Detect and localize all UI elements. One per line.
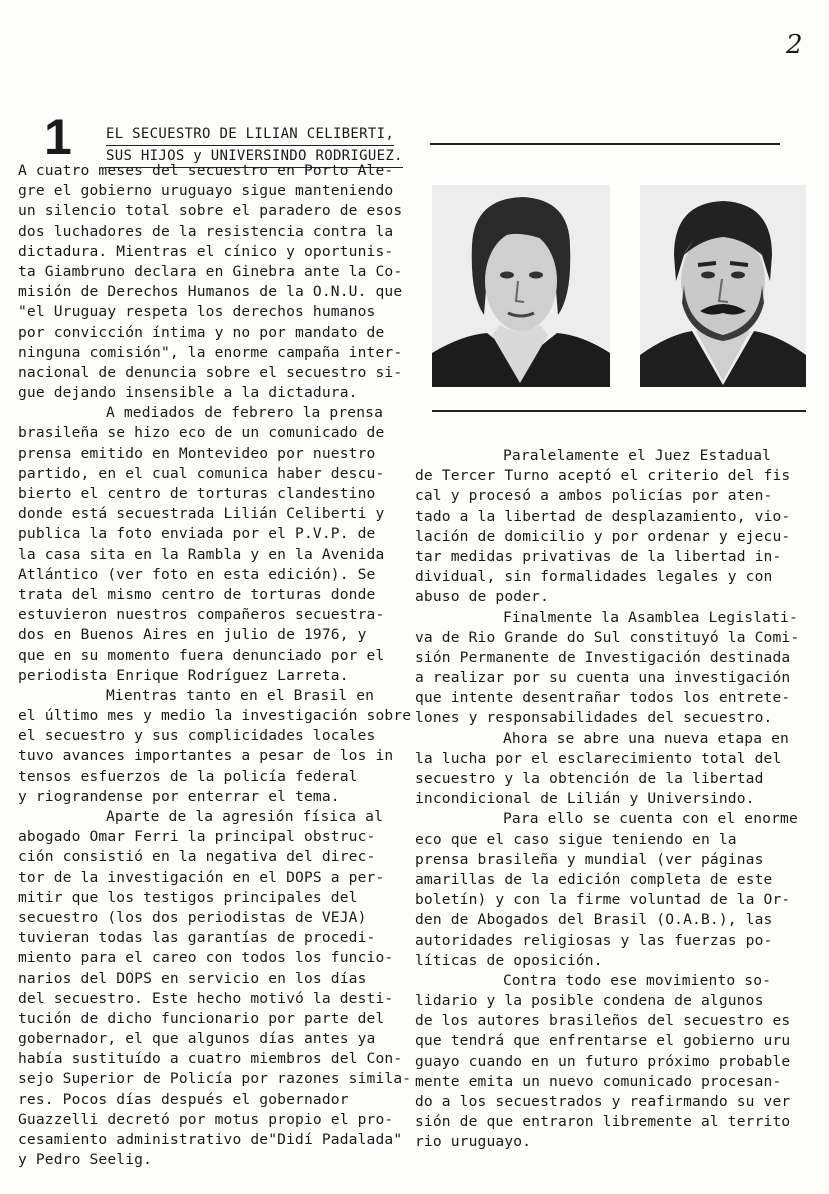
left-column-line: bierto el centro de torturas clandestino [18,485,376,502]
heading-line-2: SUS HIJOS y UNIVERSINDO RODRIGUEZ. [106,146,403,168]
right-column-line: abuso de poder. [415,588,550,606]
left-column-line: Atlántico (ver foto en esta edición). Se [18,565,376,583]
right-column-line: autoridades religiosas y las fuerzas po- [415,931,773,949]
left-column-line: del secuestro. Este hecho motivó la desti- [18,989,394,1007]
left-column-line: donde está secuestrada Lilián Celiberti y [18,505,385,523]
right-column-line: a realizar por su cuenta una investigación [415,669,791,687]
right-column-line: tado a la libertad de desplazamiento, vio- [415,507,791,525]
left-column-line: sejo Superior de Policía por razones simila- [18,1070,412,1088]
left-column-line: gue dejando insensible a la dictadura. [18,384,358,402]
left-column-line: dos luchadores de la resistencia contra la [18,222,394,240]
left-column-line: un silencio total sobre el paradero de esos [18,202,403,220]
left-column-line: gre el gobierno uruguayo sigue manteniendo [18,182,394,200]
heading-line-1: EL SECUESTRO DE LILIAN CELIBERTI, [106,124,394,146]
left-column-line: ninguna comisión", la enorme campaña inter- [18,343,403,361]
left-column-line: nacional de denuncia sobre el secuestro si- [18,363,403,381]
left-column-line: tensos esfuerzos de la policía federal [18,767,358,785]
left-column-line: el último mes y medio la investigación sobre [18,707,412,725]
left-column-line: por convicción íntima y no por mandato de [18,323,385,341]
left-column-line: el secuestro y sus complicidades locales [18,727,376,745]
right-column-line: Ahora se abre una nueva etapa en [503,729,789,747]
left-column-line: cesamiento administrativo de"Didí Padalada" [18,1131,403,1148]
left-column-line: que en su momento fuera denunciado por el [18,646,385,664]
left-column-line: miento para el careo con todos los funcio- [18,949,394,967]
right-column-line: lones y responsabilidades del secuestro. [415,709,773,727]
top-rule [430,143,780,145]
left-column-line: Aparte de la agresión física al [106,808,384,825]
left-column-line: prensa emitido en Montevideo por nuestro [18,444,376,462]
right-column-line: que tendrá que enfrentarse el gobierno uru [415,1032,791,1050]
left-column-line: Guazzelli decretó por motus propio el pro- [18,1110,394,1128]
left-column-line: tución de dicho funcionario por parte del [18,1009,385,1027]
left-column-line: "el Uruguay respeta los derechos humanos [18,303,376,321]
left-column-line: ta Giambruno declara en Ginebra ante la Co- [18,262,403,280]
right-column-line: la lucha por el esclarecimiento total del [415,749,782,767]
right-column-line: Finalmente la Asamblea Legislati- [503,608,798,626]
left-column-line: tuvo avances importantes a pesar de los in [18,747,394,765]
right-column-line: lidario y la posible condena de algunos [415,992,764,1010]
left-column-line: narios del DOPS en servicio en los días [18,969,367,987]
right-column-line: líticas de oposición. [415,951,603,969]
left-column-line: dos en Buenos Aires en julio de 1976, y [18,626,367,644]
right-column-line: sión de que entraron libremente al territo [415,1113,791,1131]
right-column-line: de los autores brasileños del secuestro es [415,1012,791,1030]
left-column-line: secuestro (los dos periodistas de VEJA) [18,908,367,926]
left-column-line: A mediados de febrero la prensa [106,404,384,422]
right-column-line: dividual, sin formalidades legales y con [415,568,773,586]
right-column-line: secuestro y la obtención de la libertad [415,770,764,787]
left-column-line: Mientras tanto en el Brasil en [106,686,375,704]
right-column-line: Contra todo ese movimiento so- [503,971,772,989]
right-column-line: boletín) y con la firme voluntad de la Or- [415,891,791,909]
photo-universindo-rodriguez [640,185,806,387]
left-column-line: periodista Enrique Rodríguez Larreta. [18,666,349,684]
right-column-line: lación de domicilio y por ordenar y ejecu- [415,527,791,545]
page-number: 2 [786,30,803,60]
right-column-line: va de Rio Grande do Sul constituyó la Comi- [415,628,800,646]
right-column-line: Paralelamente el Juez Estadual [503,447,772,464]
right-column-line: incondicional de Lilián y Universindo. [415,790,755,808]
left-column-line: misión de Derechos Humanos de la O.N.U. que [18,283,403,301]
right-column-line: cal y procesó a ambos policías por aten- [415,487,773,505]
right-column-line: den de Abogados del Brasil (O.A.B.), las [415,911,773,929]
right-column-line: tar medidas privativas de la libertad in- [415,547,782,565]
left-column-line: ción consistió en la negativa del direc- [18,848,376,866]
photo-bottom-rule [432,410,806,412]
left-column-line: publica la foto enviada por el P.V.P. de [18,525,376,543]
left-column-line: dictadura. Mientras el cínico y oportunis- [18,242,394,260]
left-column-line: estuvieron nuestros compañeros secuestra- [18,606,385,624]
left-column-line: gobernador, el que algunos días antes ya [18,1030,376,1048]
photo-lilian-celiberti [432,185,610,387]
right-column-line: que intente desentrañar todos los entrete- [415,689,791,707]
left-column-line: A cuatro meses del secuestro en Porto Ale- [18,162,394,179]
left-column-line: trata del mismo centro de torturas donde [18,585,376,603]
left-column-line: tuvieran todas las garantías de procedi- [18,929,376,947]
left-column-line: partido, en el cual comunica haber descu- [18,464,385,482]
right-column-line: guayo cuando en un futuro próximo probable [415,1052,791,1070]
left-column-line: abogado Omar Ferri la principal obstruc- [18,828,376,846]
right-column-line: de Tercer Turno aceptó el criterio del fis [415,467,791,485]
left-column-line: tor de la investigación en el DOPS a per- [18,868,385,886]
left-column-line: y riograndense por enterrar el tema. [18,787,340,805]
right-column-line: Para ello se cuenta con el enorme [503,810,798,828]
right-column-line: sión Permanente de Investigación destinada [415,648,791,666]
section-number: 1 [44,109,72,165]
right-column-line: eco que el caso sigue teniendo en la [415,830,737,848]
right-column-line: amarillas de la edición completa de este [415,870,773,888]
right-column-line: rio uruguayo. [415,1133,532,1151]
left-column-text [18,161,411,1170]
left-column-line: y Pedro Seelig. [18,1151,153,1169]
left-column-line: brasileña se hizo eco de un comunicado de [18,424,385,442]
left-column-line: la casa sita en la Rambla y en la Avenida [18,545,385,563]
left-column-line: había sustituído a cuatro miembros del Con- [18,1050,403,1068]
right-column-line: mente emita un nuevo comunicado procesan- [415,1072,782,1090]
left-column-line: mitir que los testigos principales del [18,888,358,906]
left-column-line: res. Pocos días después el gobernador [18,1090,349,1108]
right-column-text [415,446,799,1153]
right-column-line: do a los secuestrados y reafirmando su ver [415,1093,791,1110]
right-column-line: prensa brasileña y mundial (ver páginas [415,850,764,868]
